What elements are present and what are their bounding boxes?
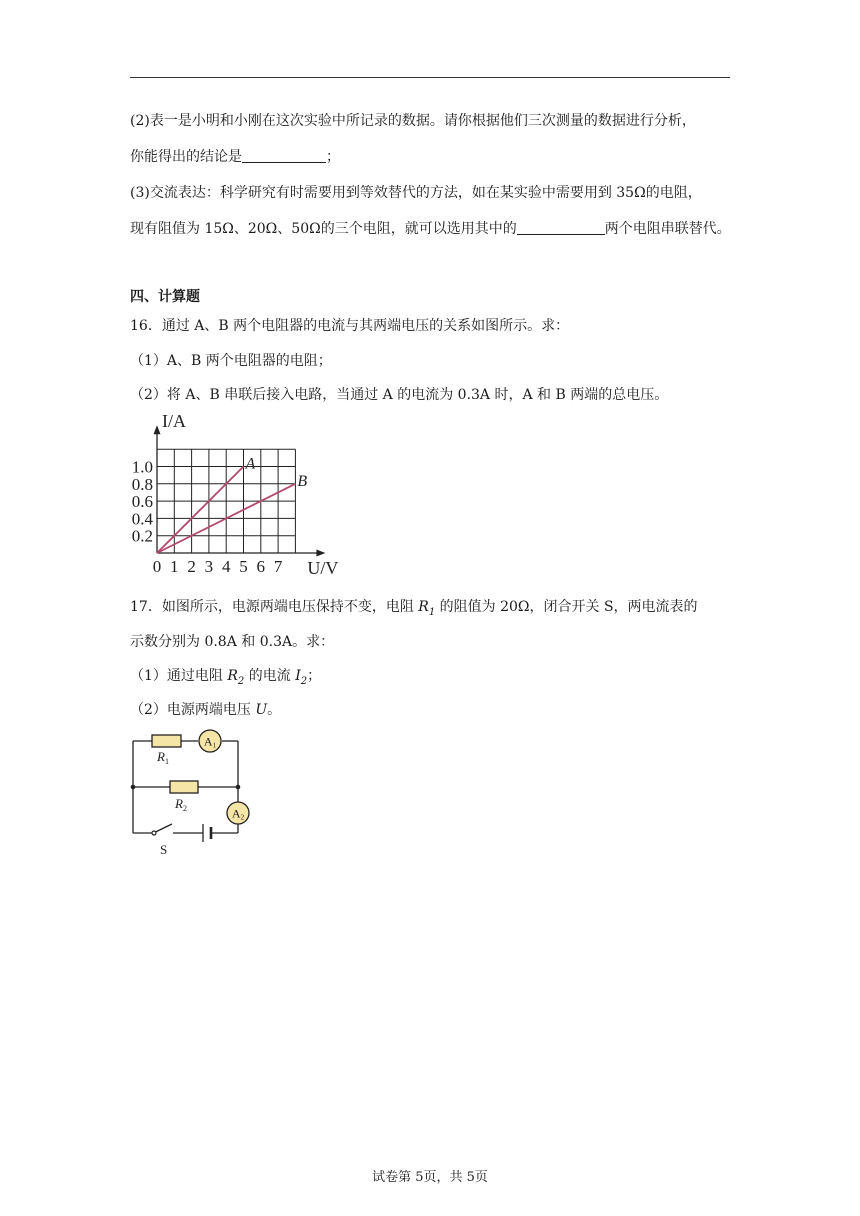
a2-subscript: 2 — [240, 813, 245, 822]
q16-part2: （2）将 A、B 串联后接入电路，当通过 A 的电流为 0.3A 时，A 和 B 两端的总电压。 — [130, 387, 669, 403]
q15-part3-line1: (3)交流表达：科学研究有时需要用到等效替代的方法，如在某实验中需要用到 35Ω的电阻， — [130, 185, 702, 201]
r2-subscript: 2 — [237, 675, 245, 687]
resistor-r2 — [170, 781, 198, 793]
q15-part3-prefix: 现有阻值为 15Ω、20Ω、50Ω的三个电阻，就可以选用其中的 — [130, 221, 517, 237]
junction-dot — [236, 785, 241, 790]
series-label: A — [245, 455, 256, 473]
u-symbol: U — [255, 702, 268, 718]
switch-label: S — [160, 842, 168, 857]
q16-stem: 16．通过 A、B 两个电阻器的电流与其两端电压的关系如图所示。求： — [130, 318, 570, 334]
x-tick-label: 3 — [204, 557, 214, 576]
x-tick-label: 5 — [239, 557, 248, 576]
y-tick-label: 0.6 — [131, 492, 153, 512]
iv-chart — [120, 410, 350, 582]
q17-part1-text: ； — [307, 668, 322, 684]
q17-part1-text: 的电流 — [244, 668, 296, 684]
section-title: 四、计算题 — [130, 289, 200, 305]
q17-part1 — [130, 666, 321, 692]
q15-part2-line2 — [130, 147, 340, 167]
q17-part1-text: （1）通过电阻 — [130, 668, 228, 684]
r1-subscript: 1 — [164, 757, 169, 766]
q16-part1: （1）A、B 两个电阻器的电阻； — [130, 353, 332, 369]
q15-part2-suffix: ； — [326, 149, 340, 165]
x-tick-label: 1 — [170, 557, 179, 576]
q15-part3-line2 — [130, 219, 731, 239]
x-tick-label: 7 — [273, 557, 283, 576]
a2-label: A — [231, 806, 241, 821]
q15-part3-suffix: 两个电阻串联替代。 — [604, 221, 731, 237]
q17-stem-line2: 示数分别为 0.8A 和 0.3A。求： — [130, 634, 335, 650]
x-axis-label: U/V — [307, 558, 339, 578]
q17-stem-line1 — [130, 597, 698, 623]
r1-label: R — [157, 749, 165, 764]
y-tick-label: 0.2 — [131, 526, 153, 546]
r2-label: R — [175, 796, 183, 811]
junction-dot — [131, 785, 136, 790]
y-tick-label: 0.8 — [131, 474, 153, 494]
battery-cell — [203, 824, 211, 842]
series-label: B — [297, 472, 308, 490]
r2-symbol: R — [227, 668, 238, 684]
page-footer: 试卷第 5页，共 5页 — [372, 1170, 488, 1185]
x-tick-label: 2 — [187, 557, 196, 576]
q17-part2-text: 。 — [267, 702, 282, 718]
answer-blank[interactable] — [242, 148, 326, 163]
i2-subscript: 2 — [300, 675, 308, 687]
q17-stem-text: 的阻值为 20Ω，闭合开关 S，两电流表的 — [435, 599, 698, 615]
q17-part2-text: （2）电源两端电压 — [130, 702, 256, 718]
q17-part2 — [130, 700, 281, 720]
answer-blank[interactable] — [517, 220, 605, 235]
q15-part2-line1: (2)表一是小明和小刚在这次实验中所记录的数据。请你根据他们三次测量的数据进行分析， — [130, 113, 696, 129]
q15-part2-prefix: 你能得出的结论是 — [130, 149, 242, 165]
circuit-diagram — [125, 728, 255, 858]
x-axis-arrow — [316, 550, 325, 557]
y-axis-arrow — [154, 425, 161, 434]
a1-label: A — [203, 734, 213, 749]
switch — [152, 824, 172, 835]
y-tick-label: 0.4 — [131, 509, 153, 529]
x-tick-label: 0 — [152, 557, 162, 576]
r2-subscript: 2 — [182, 804, 187, 813]
q17-stem-text: 17．如图所示，电源两端电压保持不变，电阻 — [130, 599, 419, 615]
y-tick-label: 1.0 — [131, 457, 153, 477]
r1-subscript: 1 — [428, 606, 436, 618]
svg-text:R1 — [156, 749, 169, 766]
y-axis-label: I/A — [162, 411, 186, 431]
r1-symbol: R — [418, 599, 429, 615]
i2-symbol: I — [295, 668, 301, 684]
x-tick-label: 6 — [256, 557, 266, 576]
x-tick-label: 4 — [221, 557, 231, 576]
resistor-r1 — [152, 735, 181, 747]
a1-subscript: 1 — [212, 741, 217, 750]
series-line-a — [157, 467, 244, 554]
header-rule — [130, 77, 730, 78]
svg-text:R2 — [174, 796, 187, 813]
